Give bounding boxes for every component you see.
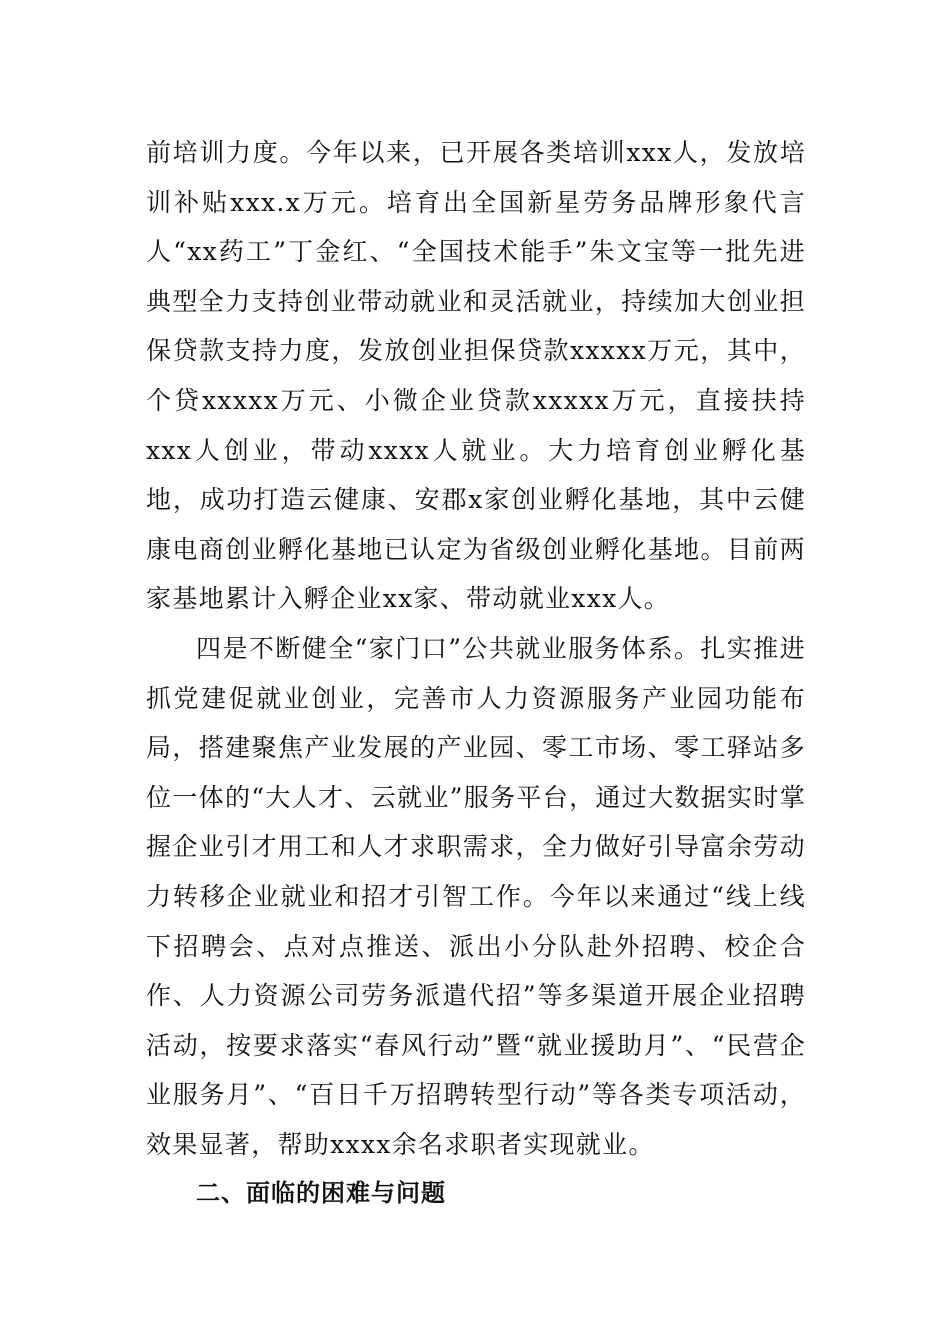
paragraph-training-entrepreneurship: 前培训力度。今年以来，已开展各类培训xxx人，发放培训补贴xxx.x万元。培育出全国新星劳务品牌形象代言人“xx药工”丁金红、“全国技术能手”朱文宝等一批先进典型全力支持创业带动就业和灵活就业，持续加大创业担保贷款支持力度，发放创业担保贷款xxxxx万元，其中，个贷xxxxx万元、小微企业贷款xxxxx万元，直接扶持xxx人创业，带动xxxx人就业。大力培育创业孵化基地，成功打造云健康、安郡x家创业孵化基地，其中云健康电商创业孵化基地已认定为省级创业孵化基地。目前两家基地累计入孵企业xx家、带动就业xxx人。 — [146, 138, 806, 614]
section-heading: 二、面临的困难与问题 — [196, 1179, 446, 1208]
document-page — [146, 128, 806, 1219]
paragraph-public-employment-service: 四是不断健全“家门口”公共就业服务体系。扎实推进抓党建促就业创业，完善市人力资源服务产业园功能布局，搭建聚焦产业发展的产业园、零工市场、零工驿站多位一体的“大人才、云就业”服务平台，通过大数据实时掌握企业引才用工和人才求职需求，全力做好引导富余劳动力转移企业就业和招才引智工作。今年以来通过“线上线下招聘会、点对点推送、派出小分队赴外招聘、校企合作、人力资源公司劳务派遣代招”等多渠道开展企业招聘活动，按要求落实“春风行动”暨“就业援助月”、“民营企业服务月”、“百日千万招聘转型行动”等各类专项活动，效果显著，帮助xxxx余名求职者实现就业。 — [146, 633, 806, 1159]
